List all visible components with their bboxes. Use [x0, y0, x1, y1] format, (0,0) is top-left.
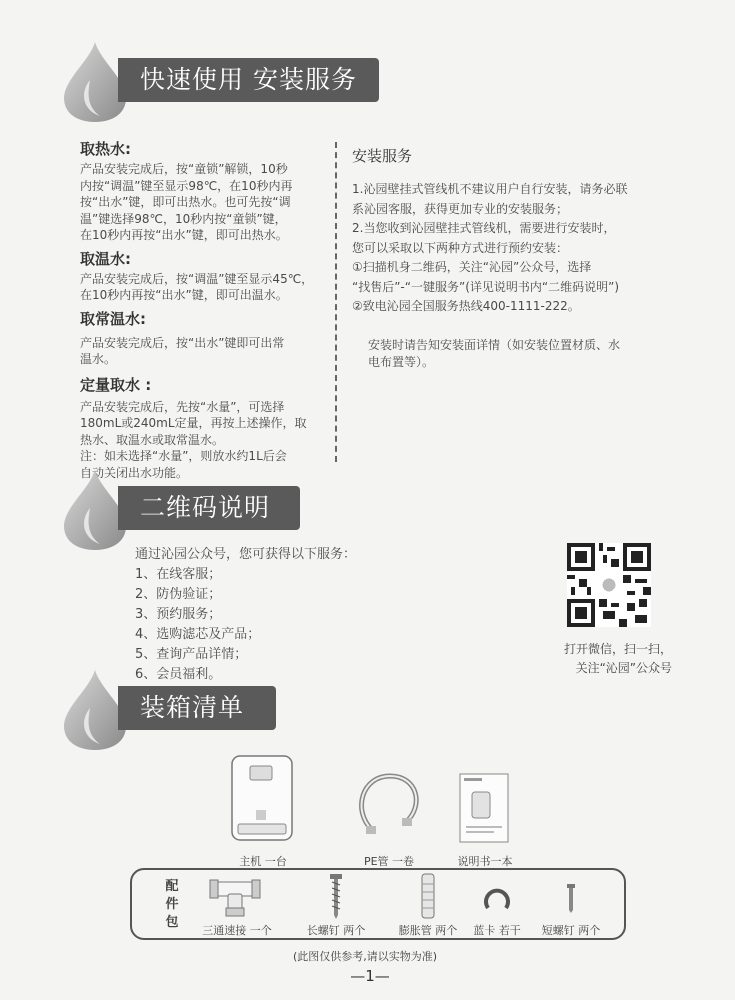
text-line: 自动关闭出水功能。 — [80, 465, 189, 480]
label-char: 包 — [165, 915, 179, 930]
list-item: 5、查询产品详情； — [135, 647, 248, 662]
page-number: —1— — [350, 967, 390, 985]
qr-service-list — [135, 545, 455, 685]
manual-caption: 说明书一本 — [457, 855, 513, 868]
text-line: 产品安装完成后，按“出水”键即可出常 — [80, 335, 285, 350]
text-line: 产品安装完成后，按“童锁”解锁，10秒 — [80, 162, 288, 176]
section-title: 快速使用 安装服务 — [118, 58, 379, 102]
clip-caption: 蓝卡 若干 — [473, 924, 521, 937]
text-line: 注：如未选择“水量”，则放水约1L后会 — [80, 449, 287, 463]
section-header-qr — [60, 468, 460, 548]
anchor-caption: 膨胀管 两个 — [398, 924, 458, 937]
reference-note: (此图仅供参考,请以实物为准) — [292, 950, 438, 963]
text-line: 系沁园客服，获得更加专业的安装服务； — [352, 201, 569, 216]
section-title: 装箱清单 — [118, 686, 276, 730]
list-item: 1、在线客服； — [135, 567, 222, 582]
tee-connector-illustration — [208, 872, 262, 918]
list-item: 2、防伪验证； — [135, 587, 222, 602]
text-line: 1.沁园壁挂式管线机不建议用户自行安装，请务必联 — [352, 182, 628, 196]
list-item: 4、选购滤芯及产品； — [135, 627, 261, 642]
text-line: 2.当您收到沁园壁挂式管线机，需要进行安装时， — [352, 221, 616, 235]
text-line: 温水。 — [80, 352, 117, 366]
blue-clip-illustration — [482, 884, 512, 912]
text-line: ②致电沁园全国服务热线400-1111-222。 — [352, 299, 580, 313]
list-item: 6、会员福利。 — [135, 667, 222, 682]
manual-illustration — [458, 772, 510, 844]
qr-caption — [522, 640, 672, 678]
qr-intro: 通过沁园公众号，您可获得以下服务： — [135, 547, 357, 562]
short-screw-caption: 短螺钉 两个 — [541, 924, 601, 937]
hot-water-block — [80, 138, 335, 481]
text-line: 内按“调温”键至显示98℃，在10秒内再 — [80, 178, 293, 193]
tee-caption: 三通速接 一个 — [202, 924, 272, 937]
hot-water-title: 取热水: — [80, 140, 131, 158]
main-unit-caption: 主机 一台 — [239, 855, 287, 868]
pe-tube-illustration — [352, 770, 428, 840]
long-screw-caption: 长螺钉 两个 — [306, 924, 366, 937]
qr-caption-line: 打开微信，扫一扫， — [563, 642, 672, 656]
main-unit-illustration — [228, 752, 298, 844]
text-line: 安装时请告知安装面详情（如安装位置材质、水 — [368, 337, 621, 352]
anchor-illustration — [416, 872, 440, 920]
text-line: 电布置等）。 — [368, 354, 435, 369]
text-line: “找售后”-“一键服务”(详见说明书内“二维码说明”) — [352, 279, 619, 294]
column-divider — [335, 142, 337, 462]
warm-water-title: 取温水: — [80, 249, 131, 268]
text-line: 180mL或240mL定量，再按上述操作，取 — [80, 416, 307, 430]
text-line: 按“出水”键，即可出热水。也可先按“调 — [80, 195, 291, 209]
pe-tube-caption: PE管 一卷 — [363, 855, 415, 868]
section-title: 二维码说明 — [118, 486, 300, 530]
install-title: 安装服务 — [352, 147, 413, 165]
fixed-amount-title: 定量取水 : — [80, 375, 152, 394]
text-line: 在10秒内再按“出水”键，即可出热水。 — [80, 228, 288, 242]
section-header-quick-use — [60, 40, 460, 120]
qr-code-image[interactable] — [567, 543, 651, 627]
text-line: ①扫描机身二维码，关注“沁园”公众号，选择 — [352, 260, 592, 274]
list-item: 3、预约服务； — [135, 607, 222, 622]
text-line: 产品安装完成后，按“调温”键至显示45℃， — [80, 271, 314, 286]
label-char: 配 — [165, 879, 179, 894]
short-screw-illustration — [564, 882, 578, 914]
install-service-block — [352, 145, 692, 371]
text-line: 在10秒内再按“出水”键，即可出温水。 — [80, 288, 288, 302]
normal-water-title: 取常温水: — [80, 309, 146, 328]
accessory-pack-label — [162, 878, 182, 932]
text-line: 温”键选择98℃，10秒内按“童锁”键， — [80, 211, 287, 226]
text-line: 热水、取温水或取常温水。 — [80, 432, 225, 447]
qr-caption-line: 关注“沁园”公众号 — [575, 661, 672, 675]
text-line: 产品安装完成后，先按“水量”，可选择 — [80, 399, 285, 414]
section-header-packing — [60, 668, 460, 748]
long-screw-illustration — [326, 872, 346, 920]
label-char: 件 — [165, 897, 179, 912]
text-line: 您可以采取以下两种方式进行预约安装： — [352, 240, 569, 255]
